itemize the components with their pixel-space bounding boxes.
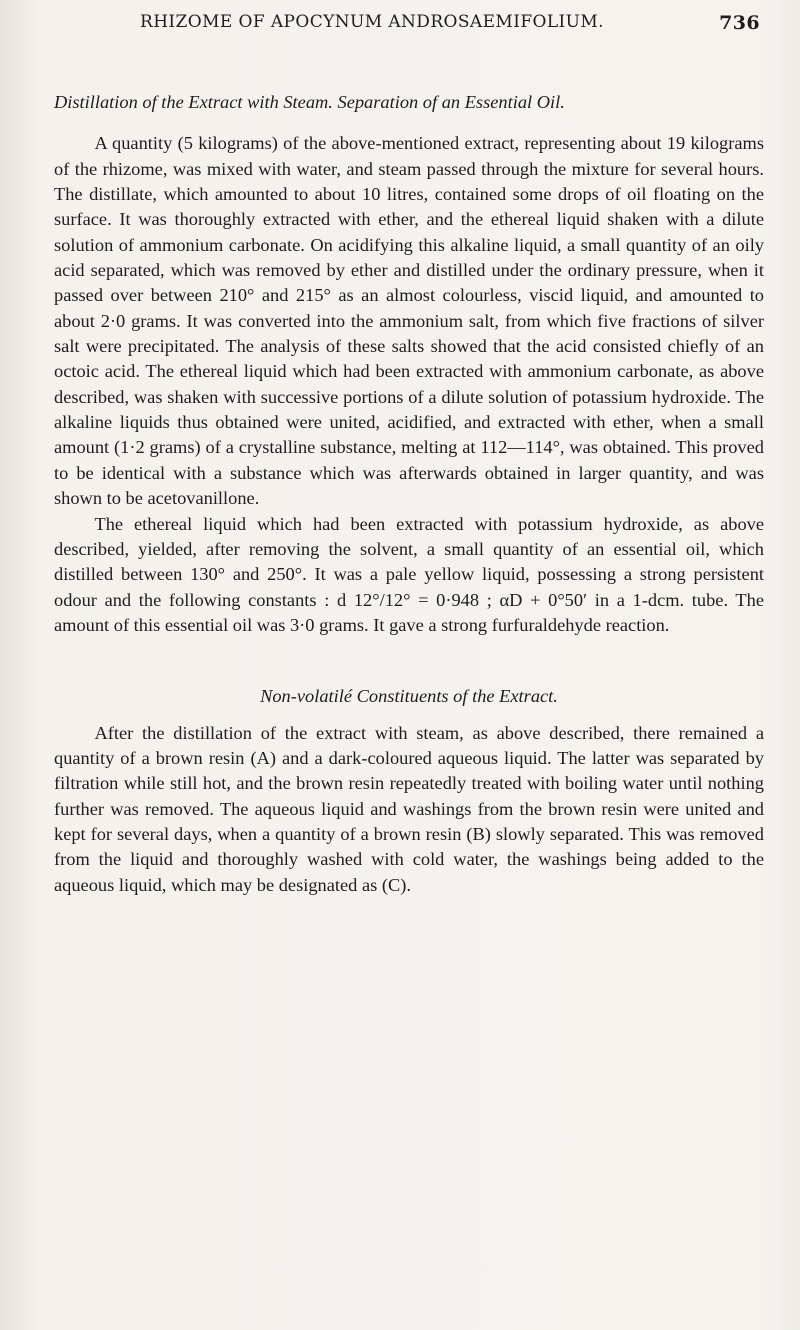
paragraph-distillation-2: The ethereal liquid which had been extracted with potassium hydroxide, as above described, yielded, after removing the solvent, a small quantity of an essential oil, which distilled between 130° and 250°. It was a pale yellow liquid, possessing a strong persistent odour and the following constants : d 12°/12° = 0·948 ; αD + 0°50′ in a 1-dcm. tube. The amount of this essential oil was 3·0 grams. It gave a strong furfuraldehyde reaction.	[54, 513, 764, 635]
page-number: 736	[719, 12, 760, 34]
paragraph-distillation-1: A quantity (5 kilograms) of the above-mentioned extract, representing about 19 kilograms of the rhizome, was mixed with water, and steam passed through the mixture for several hours. The distillate, which amounted to about 10 litres, contained some drops of oil floating on the surface. It was thoroughly extracted with ether, and the ethereal liquid shaken with a dilute solution of ammonium carbonate. On acidifying this alkaline liquid, a small quantity of an oily acid separated, which was removed by ether and distilled under the ordinary pressure, when it passed over between 210° and 215° as an almost colourless, viscid liquid, and amounted to about 2·0 grams. It was converted into the ammonium salt, from which five fractions of silver salt were precipitated. The analysis of these salts showed that the acid consisted chiefly of an octoic acid. The ethereal liquid which had been extracted with ammonium carbonate, as above described, was shaken with successive portions of a dilute solution of potassium hydroxide. The alkaline liquids thus obtained were united, acidified, and extracted with ether, when a small amount (1·2 grams) of a crystalline substance, melting at 112—114°, was obtained. This proved to be identical with a substance which was afterwards obtained in larger quantity, and was shown to be acetovanillone.	[54, 133, 764, 509]
section-heading-non-volatile: Non-volatilé Constituents of the Extract.	[260, 686, 558, 707]
paragraph-non-volatile-1: After the distillation of the extract with steam, as above described, there remained a quantity of a brown resin (A) and a dark-coloured aqueous liquid. The latter was separated by filtration while still hot, and the brown resin repeatedly treated with boiling water until nothing further was removed. The aqueous liquid and washings from the brown resin were united and kept for several days, when a quantity of a brown resin (B) slowly separated. This was removed from the liquid and thoroughly washed with cold water, the washings being added to the aqueous liquid, which may be designated as (C).	[54, 722, 764, 895]
running-title: RHIZOME OF APOCYNUM ANDROSAEMIFOLIUM.	[140, 12, 604, 32]
body-text	[54, 90, 764, 898]
section-heading-distillation: Distillation of the Extract with Steam. Separation of an Essential Oil.	[54, 92, 565, 112]
page-header	[140, 12, 760, 40]
